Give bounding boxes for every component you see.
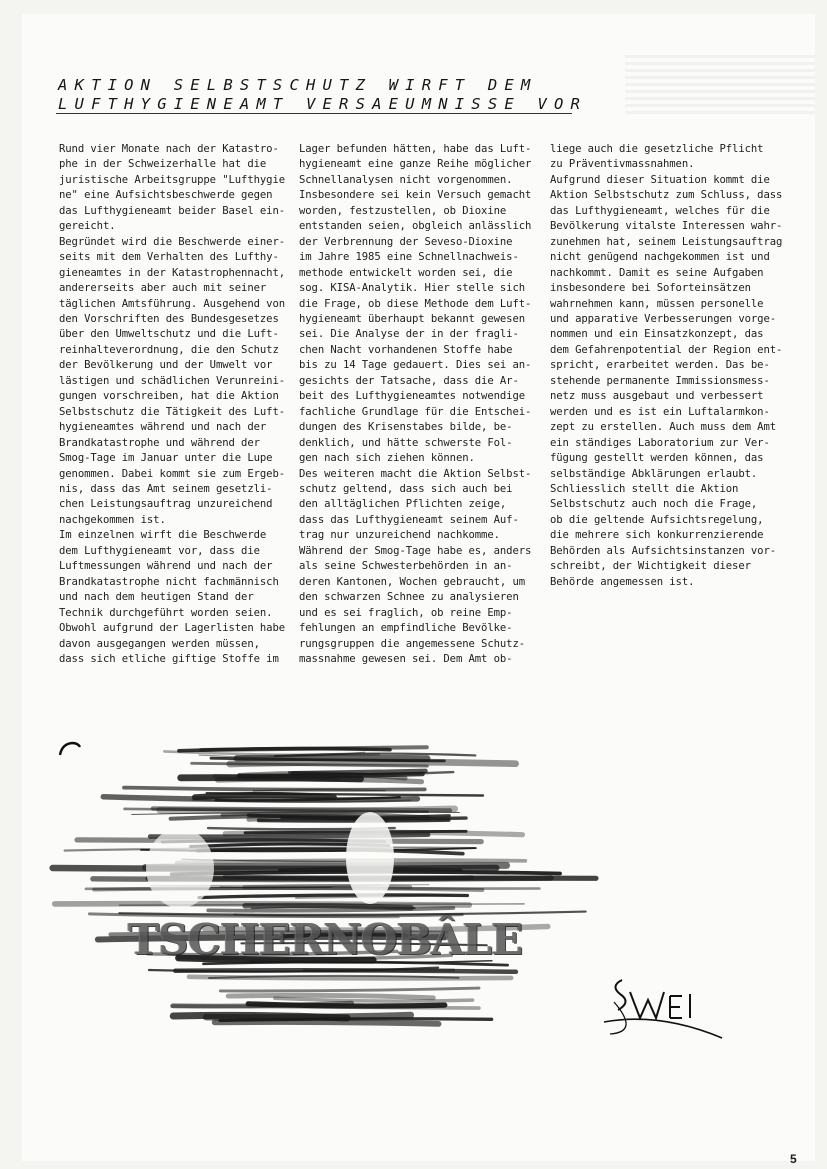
text-line: Obwohl aufgrund der Lagerlisten habe	[59, 622, 286, 635]
sketch-stroke	[228, 995, 433, 997]
text-line: reinhalteverordnung, die den Schutz	[59, 343, 279, 356]
text-line: netz muss ausgebaut und verbessert	[550, 390, 764, 403]
text-line: Rund vier Monate nach der Katastro-	[59, 143, 279, 155]
text-line: zept zu erstellen. Auch muss dem Amt	[550, 421, 777, 434]
text-line: werden und es ist ein Luftalarmkon-	[550, 405, 770, 418]
text-line: andererseits aber auch mit seiner	[59, 282, 267, 295]
text-line: phe in der Schweizerhalle hat die	[59, 158, 267, 171]
text-line: entstanden seien, obgleich anlässlich	[299, 220, 532, 233]
text-line: chen Nacht vorhandenen Stoffe habe	[299, 343, 513, 356]
article-headline	[58, 76, 587, 114]
text-line: nis, dass das Amt seinem gesetzli-	[59, 482, 273, 495]
text-line: Behörden als Aufsichtsinstanzen vor-	[550, 544, 777, 557]
text-line: Behörde angemessen ist.	[550, 575, 695, 588]
text-line: denklich, und hätte schwerste Fol-	[299, 436, 513, 449]
text-line: Technik durchgeführt worden seien.	[59, 606, 273, 619]
text-line: den schwarzen Schnee zu analysieren	[299, 591, 519, 604]
artist-signature-icon	[600, 972, 730, 1048]
text-line: Luftmessungen während und nach der	[59, 560, 273, 573]
text-line: nachgekommen ist.	[59, 513, 166, 526]
text-line: worden, festzustellen, ob Dioxine	[299, 204, 507, 217]
text-line: bis zu 14 Tage gedauert. Dies sei an-	[299, 359, 532, 372]
text-line: Bevölkerung vitalste Interessen wahr-	[550, 220, 783, 233]
text-line: zunehmen hat, seinem Leistungsauftrag	[550, 235, 783, 248]
text-line: und nach dem heutigen Stand der	[59, 591, 254, 604]
artwork-title: TSCHERNOBÂLE	[128, 915, 523, 964]
sketch-stroke	[189, 977, 511, 979]
text-line: gesichts der Tatsache, dass die Ar-	[299, 374, 519, 387]
text-line: Smog-Tage im Januar unter die Lupe	[59, 452, 273, 465]
text-line: täglichen Amtsführung. Ausgehend von	[59, 297, 286, 310]
text-line: Aktion Selbstschutz zum Schluss, dass	[550, 189, 783, 202]
text-line: gereicht.	[59, 220, 116, 233]
text-line: und apparative Verbesserungen vorge-	[550, 312, 777, 325]
text-line: hygieneamt überhaupt bekannt gewesen	[299, 312, 526, 325]
text-line: dass das Lufthygieneamt seinem Auf-	[299, 513, 519, 526]
sketch-stroke	[248, 1004, 445, 1006]
text-line: gungen vorschreiben, hat die Aktion	[59, 390, 279, 403]
text-line: ein ständiges Laboratorium zur Ver-	[550, 436, 770, 449]
headline-line-1: AKTION SELBSTSCHUTZ WIRFT DEM	[58, 76, 538, 94]
text-line: schreibt, der Wichtigkeit dieser	[550, 560, 751, 573]
text-line: die mehrere sich konkurrenzierende	[550, 529, 764, 542]
text-line: juristische Arbeitsgruppe "Lufthygie	[59, 173, 286, 186]
text-line: Schliesslich stellt die Aktion	[550, 482, 739, 495]
text-line: zu Präventivmassnahmen.	[550, 158, 695, 171]
text-line: liege auch die gesetzliche Pflicht	[550, 143, 764, 155]
text-line: nommen und ein Einsatzkonzept, das	[550, 328, 764, 341]
text-line: Schnellanalysen nicht vorgenommen.	[299, 173, 513, 186]
text-line: seits mit dem Verhalten des Lufthy-	[59, 251, 279, 264]
text-line: insbesondere bei Soforteinsätzen	[550, 282, 751, 295]
sketch-stroke	[275, 998, 473, 1001]
text-line: Selbstschutz auch noch die Frage,	[550, 498, 758, 511]
text-line: über den Umweltschutz und die Luft-	[59, 328, 279, 341]
text-line: Brandkatastrophe nicht fachmännisch	[59, 575, 279, 588]
text-line: deren Kantonen, Wochen gebraucht, um	[299, 575, 526, 588]
text-line: dass sich etliche giftige Stoffe im	[59, 652, 279, 665]
text-line: Im einzelnen wirft die Beschwerde	[59, 529, 267, 542]
text-line: Während der Smog-Tage habe es, anders	[299, 544, 532, 557]
text-line: sog. KISA-Analytik. Hier stelle sich	[299, 282, 526, 295]
text-line: rungsgruppen die angemessene Schutz-	[299, 637, 526, 650]
text-line: den Vorschriften des Bundesgesetzes	[59, 312, 279, 325]
text-column-2	[299, 142, 541, 667]
text-line: der Verbrennung der Seveso-Dioxine	[299, 235, 513, 248]
text-line: hygieneamtes während und nach der	[59, 421, 267, 434]
text-line: lästigen und schädlichen Verunreini-	[59, 374, 286, 387]
text-line: gen nach sich ziehen können.	[299, 452, 475, 465]
sketch-stroke	[220, 988, 479, 991]
text-line: als seine Schwesterbehörden in an-	[299, 560, 513, 573]
text-line: spricht, erarbeitet werden. Das be-	[550, 359, 770, 372]
text-line: sei. Die Analyse der in der fragli-	[299, 328, 519, 341]
sketch-stroke	[293, 771, 426, 773]
text-line: dem Lufthygieneamt vor, dass die	[59, 544, 260, 557]
text-line: nachkommt. Damit es seine Aufgaben	[550, 266, 764, 279]
text-line: schutz geltend, dass sich auch bei	[299, 482, 513, 495]
text-line: selbständige Abklärungen erlaubt.	[550, 467, 758, 480]
text-line: das Lufthygieneamt beider Basel ein-	[59, 204, 286, 217]
sketch-stroke	[124, 788, 425, 790]
text-line: Aufgrund dieser Situation kommt die	[550, 173, 770, 186]
text-line: wahrnehmen kann, müssen personelle	[550, 297, 764, 310]
text-line: Lager befunden hätten, habe das Luft-	[299, 143, 532, 155]
text-line: massnahme gewesen sei. Dem Amt ob-	[299, 652, 513, 665]
text-line: davon ausgegangen werden müssen,	[59, 637, 260, 650]
text-line: Des weiteren macht die Aktion Selbst-	[299, 467, 532, 480]
text-column-3	[550, 142, 800, 590]
page-number: 5	[790, 1152, 797, 1166]
text-line: fachliche Grundlage für die Entschei-	[299, 405, 532, 418]
sketch-stroke	[215, 1022, 439, 1024]
text-line: ne" eine Aufsichtsbeschwerde gegen	[59, 189, 273, 202]
text-line: den alltäglichen Pflichten zeige,	[299, 498, 507, 511]
text-line: fehlungen an empfindliche Bevölke-	[299, 622, 513, 635]
headline-line-2: LUFTHYGIENEAMT VERSAEUMNISSE VOR	[58, 95, 588, 113]
text-line: Brandkatastrophe und während der	[59, 436, 260, 449]
text-line: beit des Lufthygieneamtes notwendige	[299, 390, 526, 403]
text-line: dungen des Krisenstabes bilde, be-	[299, 421, 513, 434]
text-line: ob die geltende Aufsichtsregelung,	[550, 513, 764, 526]
sketch-stroke	[153, 809, 450, 811]
text-line: das Lufthygieneamt, welches für die	[550, 204, 770, 217]
text-line: nicht genügend nachgekommen ist und	[550, 251, 770, 264]
text-line: trag nur unzureichend nachkomme.	[299, 529, 500, 542]
text-line: fügung gestellt werden können, das	[550, 452, 764, 465]
text-column-1	[59, 142, 291, 667]
text-line: im Jahre 1985 eine Schnellnachweis-	[299, 251, 519, 264]
text-line: gieneamtes in der Katastrophennacht,	[59, 266, 286, 279]
sketch-stroke	[206, 1015, 411, 1017]
text-line: stehende permanente Immissionsmess-	[550, 374, 770, 387]
headline-underline	[56, 113, 572, 114]
text-line: und es sei fraglich, ob reine Emp-	[299, 606, 513, 619]
bleed-through-text	[625, 55, 815, 115]
text-line: dem Gefahrenpotential der Region ent-	[550, 343, 783, 356]
text-line: chen Leistungsauftrag unzureichend	[59, 498, 273, 511]
text-line: methode entwickelt worden sei, die	[299, 266, 513, 279]
text-line: die Frage, ob diese Methode dem Luft-	[299, 297, 532, 310]
text-line: der Bevölkerung und der Umwelt vor	[59, 359, 273, 372]
text-line: hygieneamt eine ganze Reihe möglicher	[299, 158, 532, 171]
text-line: Begründet wird die Beschwerde einer-	[59, 235, 286, 248]
text-line: genommen. Dabei kommt sie zum Ergeb-	[59, 467, 286, 480]
text-line: Selbstschutz die Tätigkeit des Luft-	[59, 405, 286, 418]
chernobyl-sketch-illustration	[40, 740, 600, 1040]
text-line: Insbesondere sei kein Versuch gemacht	[299, 189, 532, 202]
